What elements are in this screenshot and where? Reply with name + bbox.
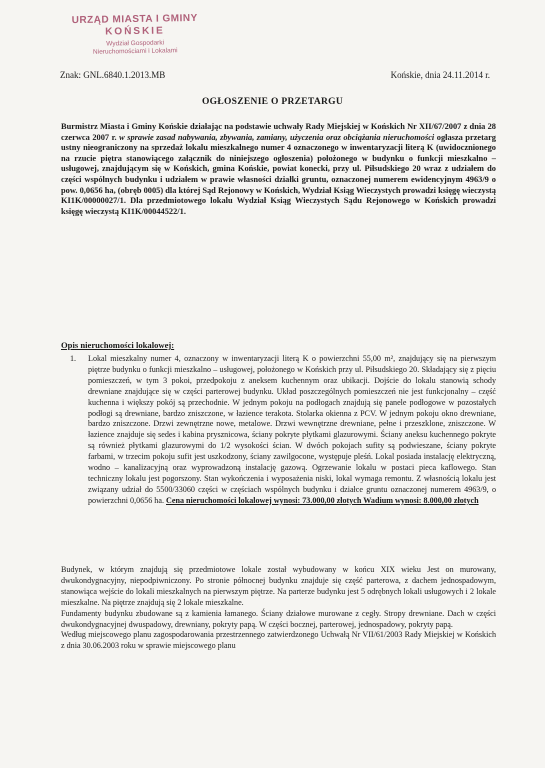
stamp-line-3: Wydział Gospodarki [106, 39, 165, 48]
body-paragraph-3: Według miejscowego planu zagospodarowania przestrzennego zatwierdzonego Uchwałą Nr VII/61/2003 Rady Miejskiej w Końskich z dnia 30.06.2003 roku w sprawie miejscowego planu [61, 630, 496, 651]
lead-part-1: Burmistrz Miasta i Gminy Końskie działając na podstawie uchwały Rady Miejskiej w Końskich Nr XII/67/2007 z dnia 28 czerwca 2007 r. [61, 122, 496, 142]
lead-part-2: w sprawie zasad nabywania, zbywania, zamiany, użyczenia oraz obciążania nieruchomości [116, 132, 435, 142]
price-line: Cena nieruchomości lokalowej wynosi: 73.000,00 złotych Wadium wynosi: 8.000,00 złotych [166, 495, 479, 505]
section-heading: Opis nieruchomości lokalowej: [61, 340, 175, 350]
office-stamp [50, 13, 221, 58]
document-date: Końskie, dnia 24.11.2014 r. [390, 70, 490, 80]
list-item [70, 354, 496, 507]
reference-number: Znak: GNL.6840.1.2013.MB [60, 70, 166, 80]
description-body [61, 565, 496, 652]
list-item-number: 1. [70, 354, 77, 363]
body-paragraph-1: Budynek, w którym znajdują się przedmiotowe lokale został wybudowany w końcu XIX wieku Jest on murowany, dwukondygnacyjny, niepodpiwniczony. Po stronie północnej budynku znajduje się część parterowa, z dachem jednospadowym, stanowiąca wejście do lokali mieszkalnych na pierwszym piętrze. Na parterze budynku jest 5 odrębnych lokali usługowych i 2 lokale mieszkalne. Na piętrze znajdują się 2 lokale mieszkalne. [61, 565, 496, 607]
list-item-text: Lokal mieszkalny numer 4, oznaczony w inwentaryzacji literą K o powierzchni 55,00 m², znajdujący się na pierwszym piętrze budynku o funkcji mieszkalno – usługowej, położonego w Końskich przy ul. Piłsudskiego 20. Składający się z pięciu pomieszczeń, w tym 3 pokoi, przedpokoju z aneksem kuchennym oraz ubikacji. Dojście do lokalu stanowią schody drewniane znajdujące się w części parterowej budynku. Układ poszczególnych pomieszczeń nie jest funkcjonalny – część kuchenna i większy pokój są przechodnie. W jednym pokoju na podłogach znajdują się panele podłogowe w pozostałych podłogi są drewniane, bardzo zniszczone, w łazience terakota. Stolarka okienna z PCV. W jednym pokoju okno drewniane, bardzo zniszczone. Drzwi zewnętrzne nowe, metalowe. Drzwi wewnętrzne drewniane, pełne i przeszklone, zniszczone. W łazience znajduje się sedes i kabina prysznicowa, ściany pokryte płytkami glazurowymi. Ściany aneksu kuchennego pokryte są również płytkami glazurowymi do 1/2 wysokości ścian. W dwóch pokojach sufity są podwieszane, ściany pokryte farbami, w trzecim pokoju sufit jest uszkodzony, ściany zawilgocone, występuje pleśń. Lokal posiada instalację elektryczną, wodno – kanalizacyjną oraz wyprowadzoną instalację gazową. Ogrzewanie lokalu w postaci pieca kaflowego. Stan techniczny lokalu jest pogorszony. Stan wykończenia i wyposażenia niski, lokal wymaga remontu. Z własnością lokalu jest związany udział do 5500/33060 części w częściach wspólnych budynku i działce gruntu oznaczonej numerem 4963/9, o powierzchni 0,0656 ha. [88, 354, 496, 505]
stamp-line-1: URZĄD MIASTA I GMINY [71, 12, 198, 27]
stamp-line-4: Nieruchomościami i Lokalami [92, 47, 178, 56]
stamp-line-2: KOŃSKIE [105, 25, 165, 38]
document-title: OGŁOSZENIE O PRZETARGU [201, 97, 344, 107]
lead-part-3: ogłasza przetarg ustny nieograniczony na sprzedaż lokalu mieszkalnego numer 4 oznaczonego w inwentaryzacji literą K (uwidocznionego na rzucie piętra stanowiącego załącznik do niniejszego ogłoszenia) położonego w budynku o funkcji mieszkalno – usługowej, znajdującym się w Końskich, gmina Końskie, powiat konecki, przy ul. Piłsudskiego 20 wraz z udziałem do części wspólnych budynku i udziałem w prawie własności działki gruntu, oznaczonej numerem ewidencyjnym 4963/9 o pow. 0,0656 ha, (obręb 0005) dla której Sąd Rejonowy w Końskich, Wydział Ksiąg Wieczystych prowadzi księgę wieczystą KI1K/00000027/1. Dla przedmiotowego lokalu Wydział Ksiąg Wieczystych Sądu Rejonowego w Końskich prowadzi księgę wieczystą KI1K/00044522/1. [61, 132, 496, 216]
body-paragraph-2: Fundamenty budynku zbudowane są z kamienia łamanego. Ściany działowe murowane z cegły. Stropy drewniane. Dach w części dwukondygnacyjnej dwuspadowy, drewniany, pokryty papą. W części bocznej, parterowej, jednospadowy, pokryty papą. [61, 608, 496, 629]
reference-line [60, 70, 490, 81]
lead-paragraph [61, 122, 496, 217]
